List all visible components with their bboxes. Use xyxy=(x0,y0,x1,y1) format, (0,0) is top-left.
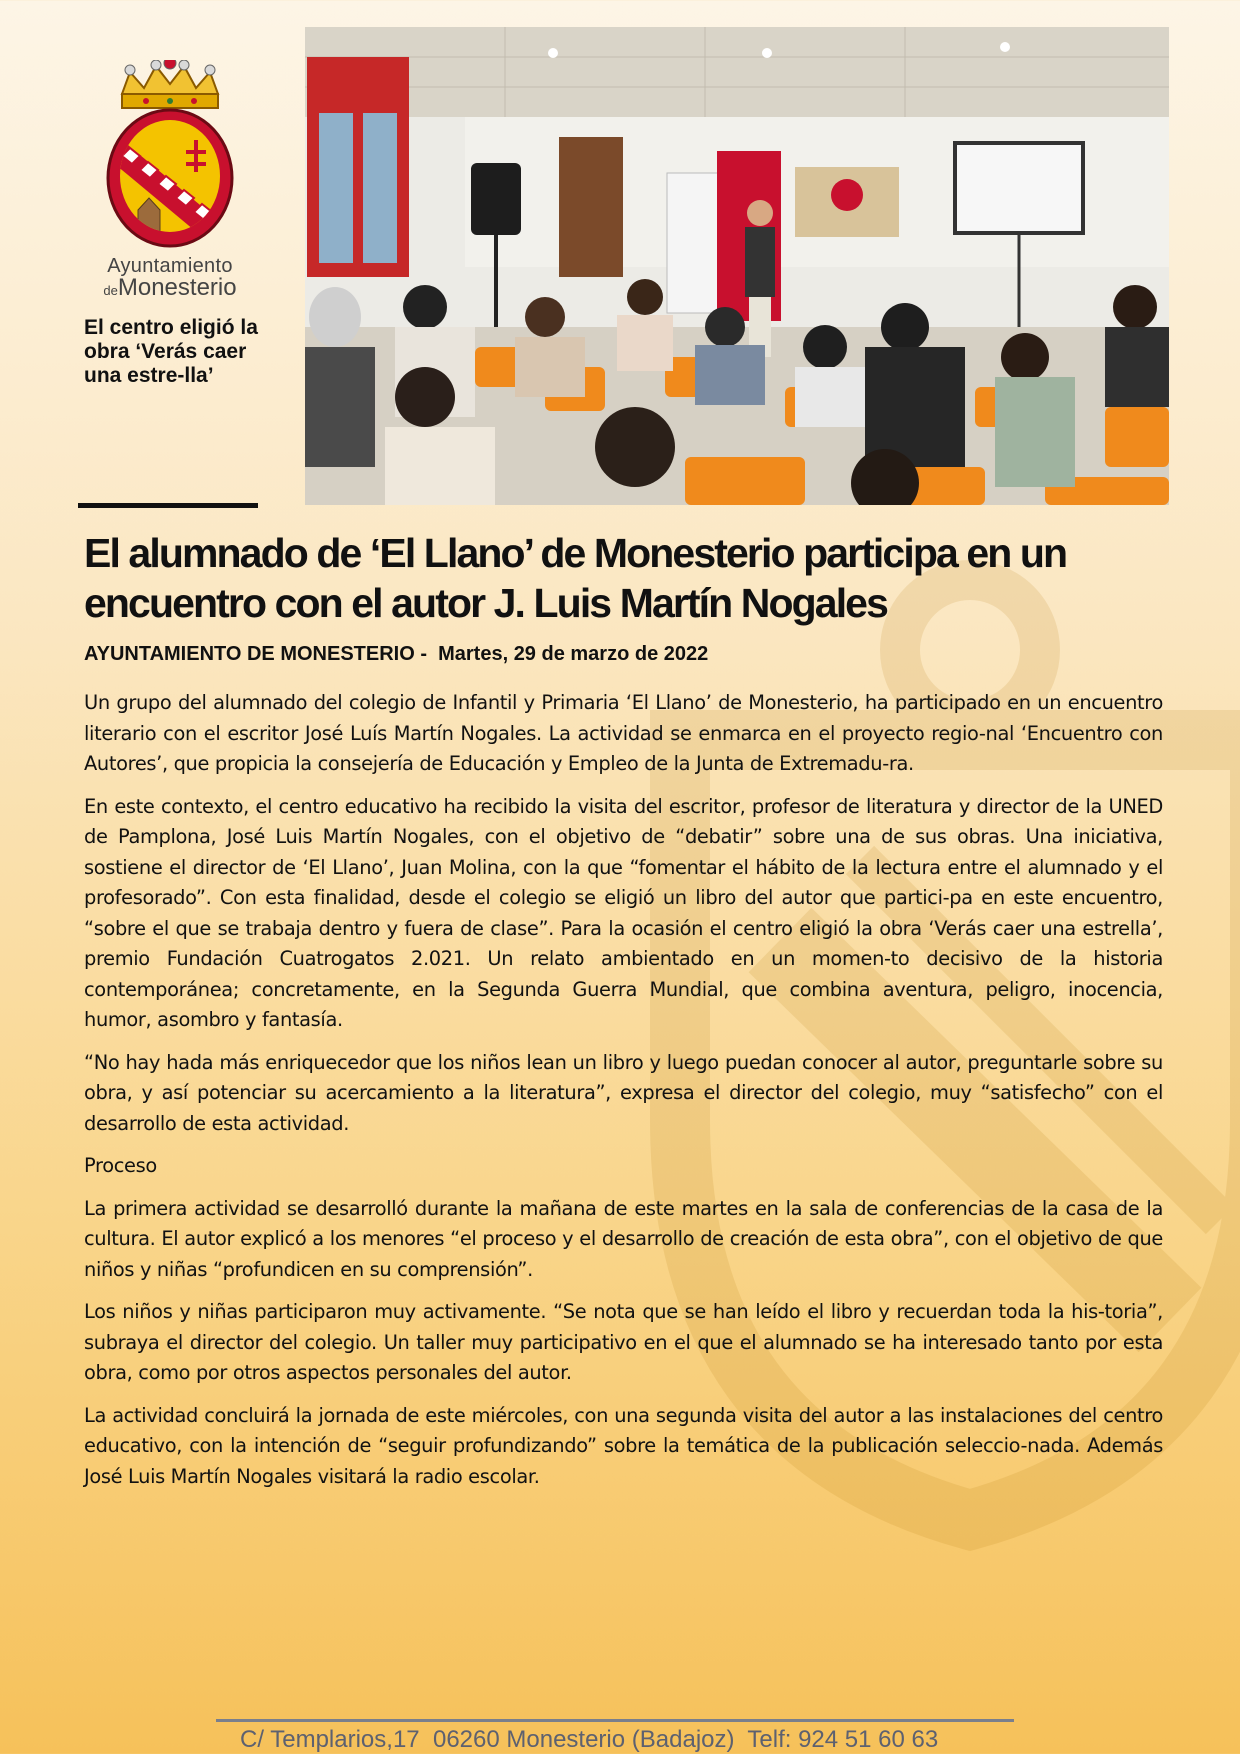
section-subhead: Proceso xyxy=(84,1154,157,1177)
article-body xyxy=(84,688,1163,1504)
municipality-logo xyxy=(80,60,260,300)
paragraph-5: Los niños y niñas participaron muy activamente. “Se nota que se han leído el libro y recuerdan toda la his-toria”, subraya el director del colegio. Un taller muy participativo en el que el alumnado se ha interesado tanto por esta obra, como por otros aspectos personales del autor. xyxy=(84,1300,1163,1384)
paragraph-1: Un grupo del alumnado del colegio de Infantil y Primaria ‘El Llano’ de Monesterio, ha participado en un encuentro literario con el escritor José Luís Martín Nogales. La actividad se enmarca en el proyecto regio-nal ‘Encuentro con Autores’, que propicia la consejería de Educación y Empleo de la Junta de Extremadu-ra. xyxy=(84,691,1163,775)
side-divider xyxy=(78,503,258,508)
paragraph-4: La primera actividad se desarrolló durante la mañana de este martes en la sala de conferencias de la casa de la cultura. El autor explicó a los menores “el proceso y el desarrollo de creación de esta obra”, con el objetivo de que niños y niñas “profundicen en su comprensión”. xyxy=(84,1196,1163,1281)
coat-of-arms-icon xyxy=(100,60,240,250)
logo-name: Monesterio xyxy=(117,274,237,301)
footer-divider xyxy=(216,1719,1014,1722)
event-photo xyxy=(305,27,1169,505)
side-caption: El centro eligió la obra ‘Verás caer una estre-lla’ xyxy=(84,316,258,387)
paragraph-6: La actividad concluirá la jornada de este miércoles, con una segunda visita del autor a las instalaciones del centro educativo, con la intención de “seguir profundizando” sobre la temática de la publicación seleccio-nada. Además José Luis Martín Nogales visitará la radio escolar. xyxy=(84,1403,1163,1488)
logo-de: de xyxy=(103,283,118,298)
article-headline: El alumnado de ‘El Llano’ de Monesterio participa en un encuentro con el autor J. Luis Martín Nogales xyxy=(84,530,1067,626)
paragraph-2: En este contexto, el centro educativo ha recibido la visita del escritor, profesor de literatura y director de la UNED de Pamplona, José Luis Martín Nogales, con el objetivo de “debatir” sobre una de sus obras. Una iniciativa, sostiene el director de ‘El Llano’, Juan Molina, con la que “fomentar el hábito de la lectura entre el alumnado y el profesorado”. Con esta finalidad, desde el colegio se eligió un libro del autor que partici-pa en este encuentro, “sobre el que se trabaja dentro y fuera de clase”. Para la ocasión el centro eligió la obra ‘Verás caer una estrella’, premio Fundación Cuatrogatos 2.021. Un relato ambientado en un momen-to decisivo de la historia contemporánea; concretamente, en la Segunda Guerra Mundial, que combina aventura, peligro, inocencia, humor, asombro y fantasía. xyxy=(84,794,1163,1031)
footer-address: C/ Templarios,17 06260 Monesterio (Badajoz) Telf: 924 51 60 63 xyxy=(240,1726,939,1753)
paragraph-3: “No hay hada más enriquecedor que los niños lean un libro y luego puedan conocer al autor, preguntarle sobre su obra, y así potenciar su acercamiento a la literatura”, expresa el director del colegio, muy “satisfecho” con el desarrollo de esta actividad. xyxy=(84,1050,1163,1135)
article-byline: AYUNTAMIENTO DE MONESTERIO - Martes, 29 de marzo de 2022 xyxy=(84,643,709,665)
logo-line-2 xyxy=(80,276,260,300)
logo-line-1: Ayuntamiento xyxy=(107,255,233,277)
